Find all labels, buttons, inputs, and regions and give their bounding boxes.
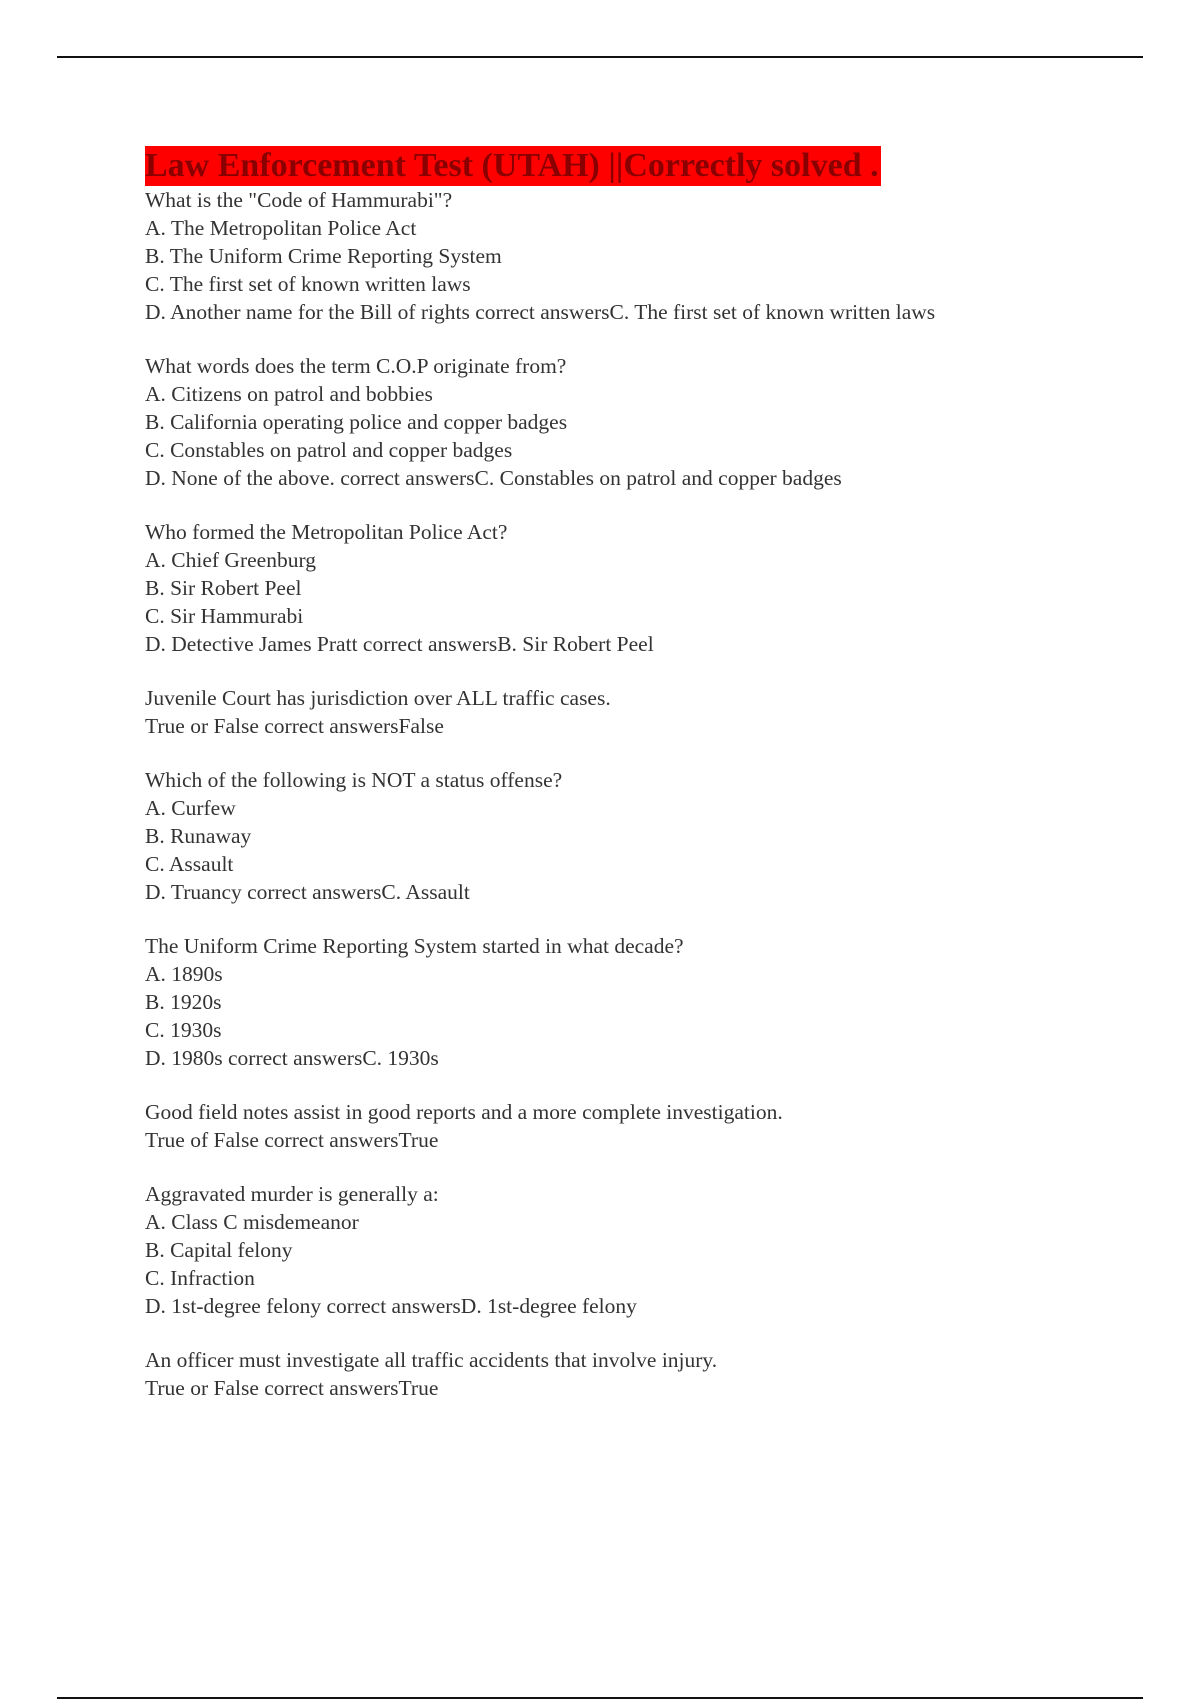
- answer-line: A. Curfew: [145, 796, 236, 820]
- question-block: [145, 684, 1105, 740]
- answer-line: C. Sir Hammurabi: [145, 604, 304, 628]
- answer-line: D. 1st-degree felony correct answersD. 1st-degree felony: [145, 1294, 637, 1318]
- answer-line: D. 1980s correct answersC. 1930s: [145, 1046, 439, 1070]
- answer-line: D. None of the above. correct answersC. Constables on patrol and copper badges: [145, 466, 842, 490]
- answer-line: D. Truancy correct answersC. Assault: [145, 880, 470, 904]
- header-rule: [57, 56, 1143, 58]
- question-text: An officer must investigate all traffic accidents that involve injury.: [145, 1348, 718, 1372]
- question-text: Juvenile Court has jurisdiction over ALL traffic cases.: [145, 686, 611, 710]
- answer-line: B. The Uniform Crime Reporting System: [145, 244, 502, 268]
- question-block: [145, 1098, 1105, 1154]
- answer-line: A. The Metropolitan Police Act: [145, 216, 417, 240]
- question-text: The Uniform Crime Reporting System started in what decade?: [145, 934, 684, 958]
- answer-line: B. Runaway: [145, 824, 252, 848]
- question-list: [145, 186, 1105, 1402]
- document-title: Law Enforcement Test (UTAH) ||Correctly solved .: [145, 147, 879, 184]
- question-text: Which of the following is NOT a status offense?: [145, 768, 563, 792]
- footer-rule: [57, 1697, 1143, 1699]
- answer-line: C. Constables on patrol and copper badges: [145, 438, 513, 462]
- question-text: What is the "Code of Hammurabi"?: [145, 188, 453, 212]
- answer-line: B. Capital felony: [145, 1238, 293, 1262]
- question-block: [145, 1346, 1105, 1402]
- answer-line: A. 1890s: [145, 962, 223, 986]
- answer-line: B. 1920s: [145, 990, 222, 1014]
- question-text: Good field notes assist in good reports and a more complete investigation.: [145, 1100, 783, 1124]
- question-block: [145, 1180, 1105, 1320]
- question-block: [145, 766, 1105, 906]
- answer-line: C. The first set of known written laws: [145, 272, 471, 296]
- answer-line: B. Sir Robert Peel: [145, 576, 302, 600]
- answer-line: B. California operating police and copper badges: [145, 410, 568, 434]
- answer-line: A. Chief Greenburg: [145, 548, 316, 572]
- question-block: [145, 186, 1105, 326]
- question-text: What words does the term C.O.P originate from?: [145, 354, 567, 378]
- answer-line: True or False correct answersTrue: [145, 1376, 439, 1400]
- question-block: [145, 932, 1105, 1072]
- answer-line: A. Class C misdemeanor: [145, 1210, 359, 1234]
- answer-line: A. Citizens on patrol and bobbies: [145, 382, 433, 406]
- answer-line: True of False correct answersTrue: [145, 1128, 439, 1152]
- question-block: [145, 352, 1105, 492]
- question-text: Who formed the Metropolitan Police Act?: [145, 520, 508, 544]
- title-wrap: [145, 146, 1105, 186]
- answer-line: True or False correct answersFalse: [145, 714, 444, 738]
- answer-line: D. Another name for the Bill of rights correct answersC. The first set of known written laws: [145, 300, 936, 324]
- answer-line: C. Infraction: [145, 1266, 255, 1290]
- document-body: [145, 146, 1105, 1428]
- answer-line: C. 1930s: [145, 1018, 222, 1042]
- question-text: Aggravated murder is generally a:: [145, 1182, 439, 1206]
- question-block: [145, 518, 1105, 658]
- answer-line: D. Detective James Pratt correct answersB. Sir Robert Peel: [145, 632, 654, 656]
- answer-line: C. Assault: [145, 852, 234, 876]
